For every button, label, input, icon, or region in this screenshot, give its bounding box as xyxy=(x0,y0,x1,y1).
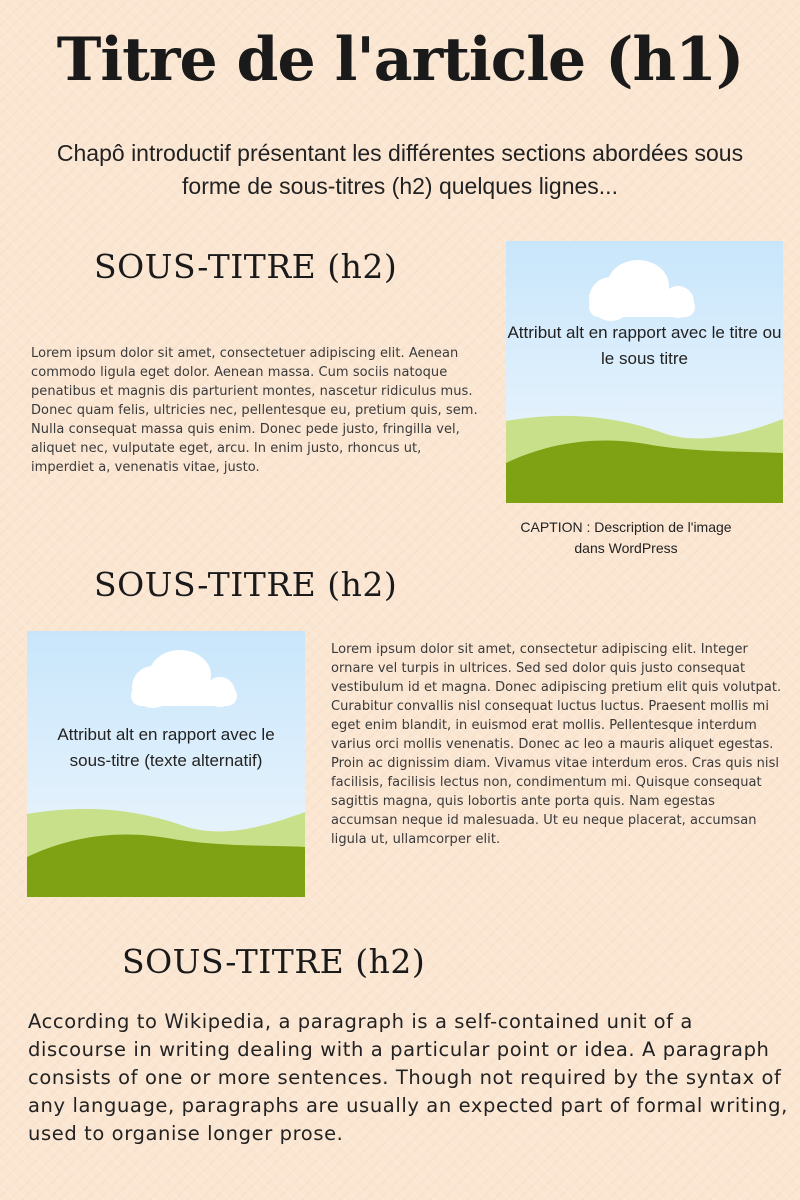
section-1-image-alt-text: Attribut alt en rapport avec le titre ou le sous titre xyxy=(507,323,782,368)
section-2-image xyxy=(27,631,305,897)
section-3-text: According to Wikipedia, a paragraph is a self-contained unit of a discourse in writing dealing with a particular point or idea. A paragraph consists of one or more sentences. Though not required by the syntax of any language, paragraphs are usually an expected part of formal writing, used to organise longer prose. xyxy=(28,1010,788,1145)
section-1-image-caption: CAPTION : Description de l'image dans WordPress xyxy=(520,519,732,556)
section-2-text: Lorem ipsum dolor sit amet, consectetur adipiscing elit. Integer ornare vel turpis in ultrices. Sed sed dolor quis justo consequat vestibulum id et magna. Donec adipiscing pretium elit quis volutpat. Curabitur convallis nisl consequat luctus luctus. Praesent mollis mi eget enim blandit, in euismod erat mollis. Pellentesque interdum varius orci mollis venenatis. Donec ac leo a mauris aliquet egestas. Proin ac dignissim diam. Vivamus vitae interdum eros. Cras quis nisl facilisis, facilisis lectus non, condimentum mi. Quisque consequat sagittis magna, quis lobortis ante porta quis. Nam egestas accumsan neque id malesuada. Ut eu neque placerat, accumsan ligula ut, ullamcorper elit. xyxy=(331,642,782,847)
section-1-image xyxy=(506,241,783,503)
section-2-heading: SOUS-TITRE (h2) xyxy=(94,565,398,604)
article-title: Titre de l'article (h1) xyxy=(56,25,744,95)
section-3-heading: SOUS-TITRE (h2) xyxy=(122,942,426,981)
section-1-text: Lorem ipsum dolor sit amet, consectetuer adipiscing elit. Aenean commodo ligula eget dolor. Aenean massa. Cum sociis natoque penatibus et magnis dis parturient montes, nascetur ridiculus mus. Donec quam felis, ultricies nec, pellentesque eu, pretium quis, sem. Nulla consequat massa quis enim. Donec pede justo, fringilla vel, aliquet nec, vulputate eget, arcu. In enim justo, rhoncus ut, imperdiet a, venenatis vitae, justo. xyxy=(31,346,478,475)
section-2-image-alt-text: Attribut alt en rapport avec le sous-titre (texte alternatif) xyxy=(57,725,275,770)
article-intro: Chapô introductif présentant les différentes sections abordées sous forme de sous-titres (h2) quelques lignes... xyxy=(56,140,744,199)
section-1-heading: SOUS-TITRE (h2) xyxy=(94,247,398,286)
landscape-placeholder-icon xyxy=(506,241,783,503)
